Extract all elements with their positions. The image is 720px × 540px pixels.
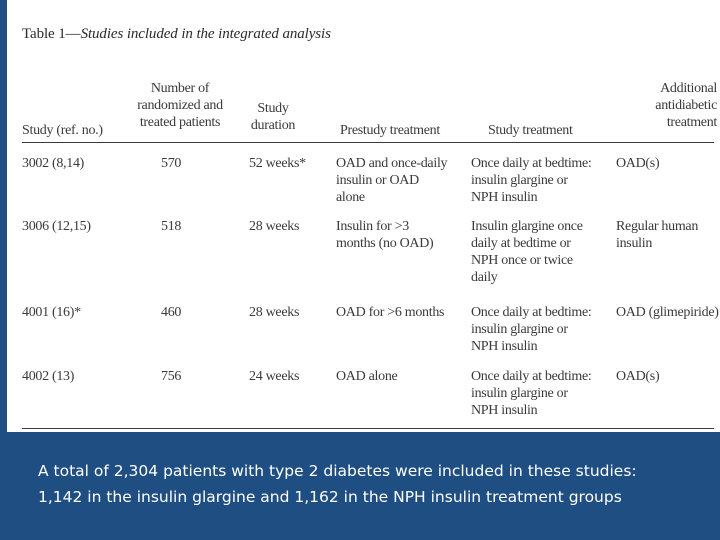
table-row-4-prestudy: OAD alone: [336, 369, 398, 384]
header-treatment: Study treatment: [488, 123, 573, 138]
table-row-4-patients: 756: [161, 369, 182, 384]
table-row-3-patients: 460: [161, 305, 182, 320]
table-image: [7, 0, 720, 432]
table-row-3-study: 4001 (16)*: [22, 305, 81, 320]
table-row-4-duration: 24 weeks: [249, 369, 300, 384]
table-row-1-prestudy: OAD and once-daily insulin or OAD alone: [336, 156, 448, 205]
header-duration: Study duration: [250, 101, 296, 133]
table-row-1-treatment: Once daily at bedtime: insulin glargine or NPH insulin: [471, 156, 592, 205]
table-row-1-study: 3002 (8,14): [22, 156, 85, 171]
table-row-3-duration: 28 weeks: [249, 305, 300, 320]
header-study: Study (ref. no.): [22, 123, 103, 138]
table-row-2-treatment: Insulin glargine once daily at bedtime or NPH once or twice daily: [471, 219, 583, 285]
caption-line-1: A total of 2,304 patients with type 2 diabetes were included in these studies:: [38, 462, 637, 480]
table-row-2-patients: 518: [161, 219, 182, 234]
table-row-4-study: 4002 (13): [22, 369, 75, 384]
table-title-text: Studies included in the integrated analysis: [80, 26, 331, 42]
header-patients: Number of randomized and treated patients: [137, 81, 223, 130]
header-rule: [22, 142, 714, 143]
header-prestudy: Prestudy treatment: [340, 123, 440, 138]
table-title: [22, 26, 331, 43]
header-additional: Additional antidiabetic treatment: [655, 81, 717, 130]
bottom-rule: [22, 428, 714, 429]
table-row-4-treatment: Once daily at bedtime: insulin glargine or NPH insulin: [471, 369, 592, 418]
caption-line-2: 1,142 in the insulin glargine and 1,162 in the NPH insulin treatment groups: [38, 488, 622, 506]
table-row-2-duration: 28 weeks: [249, 219, 300, 234]
table-row-3-additional: OAD (glimepiride): [616, 305, 719, 320]
table-row-2-prestudy: Insulin for >3 months (no OAD): [336, 219, 434, 251]
table-row-2-study: 3006 (12,15): [22, 219, 91, 234]
table-row-3-prestudy: OAD for >6 months: [336, 305, 445, 320]
table-row-3-treatment: Once daily at bedtime: insulin glargine or NPH insulin: [471, 305, 592, 354]
table-number: Table 1—: [22, 26, 81, 42]
table-row-2-additional: Regular human insulin: [616, 219, 699, 251]
table-row-1-additional: OAD(s): [616, 156, 660, 171]
table-row-4-additional: OAD(s): [616, 369, 660, 384]
table-row-1-duration: 52 weeks*: [249, 156, 306, 171]
table-row-1-patients: 570: [161, 156, 182, 171]
slide-caption: [38, 458, 698, 510]
